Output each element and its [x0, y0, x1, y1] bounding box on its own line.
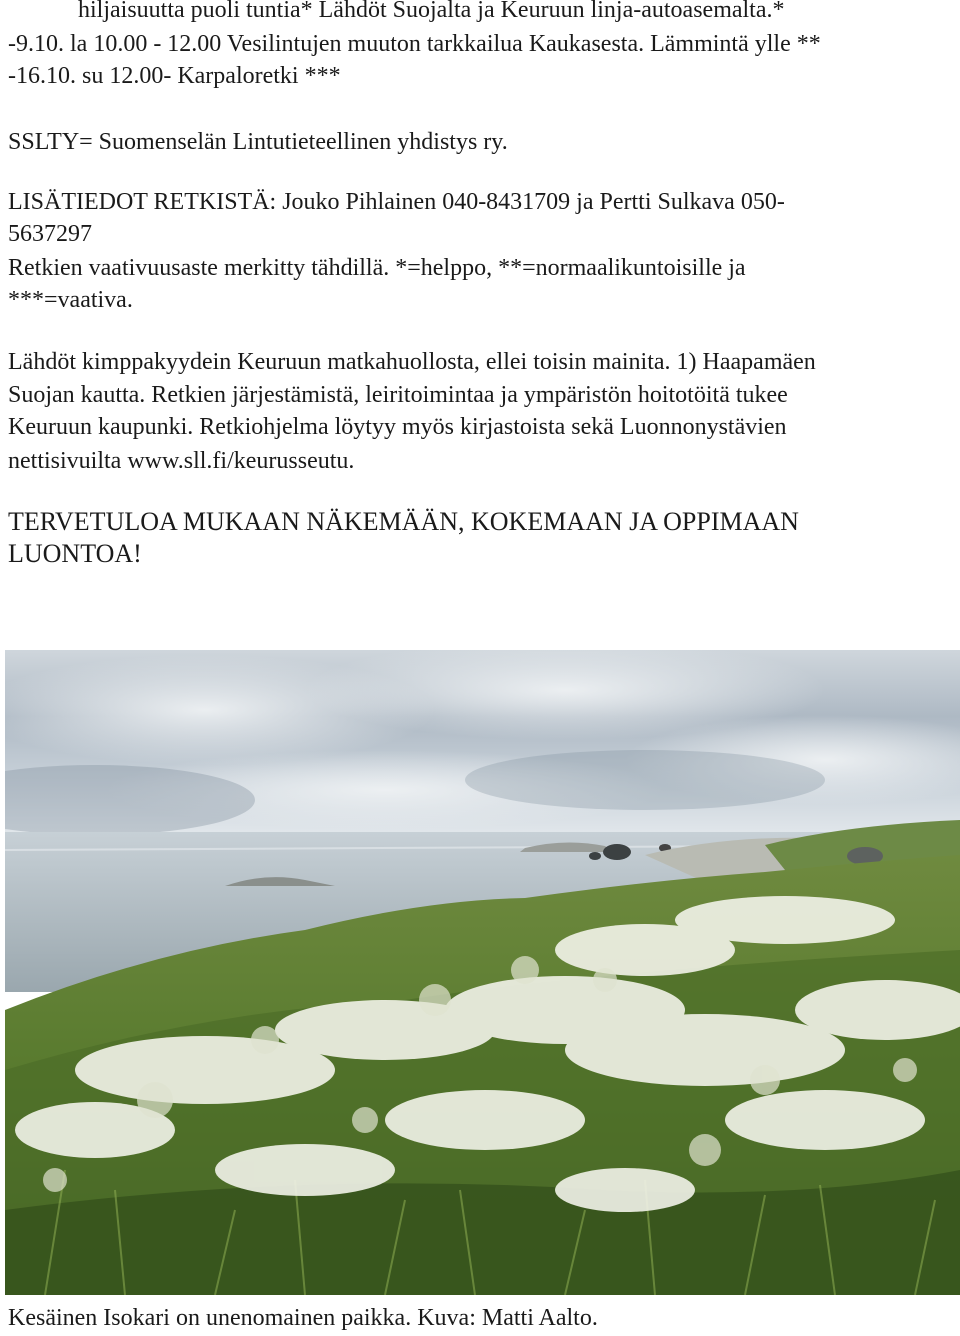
- landscape-photo: [5, 650, 960, 1295]
- photo-caption: Kesäinen Isokari on unenomainen paikka. Kuva: Matti Aalto.: [8, 1305, 598, 1331]
- text-line-5: LISÄTIEDOT RETKISTÄ: Jouko Pihlainen 040-8431709 ja Pertti Sulkava 050-: [8, 189, 785, 215]
- text-line-4: SSLTY= Suomenselän Lintutieteellinen yhdistys ry.: [8, 129, 508, 155]
- text-line-10: Suojan kautta. Retkien järjestämistä, leiritoimintaa ja ympäristön hoitotöitä tukee: [8, 382, 788, 408]
- text-line-8: ***=vaativa.: [8, 287, 133, 313]
- text-line-3: -16.10. su 12.00- Karpaloretki ***: [8, 63, 341, 89]
- text-line-7: Retkien vaativuusaste merkitty tähdillä. *=helppo, **=normaalikuntoisille ja: [8, 255, 746, 281]
- text-line-2: -9.10. la 10.00 - 12.00 Vesilintujen muuton tarkkailua Kaukasesta. Lämmintä ylle **: [8, 31, 821, 57]
- text-line-6: 5637297: [8, 221, 92, 247]
- text-line-9: Lähdöt kimppakyydein Keuruun matkahuollosta, ellei toisin mainita. 1) Haapamäen: [8, 349, 816, 375]
- heading-welcome-line-1: TERVETULOA MUKAAN NÄKEMÄÄN, KOKEMAAN JA OPPIMAAN: [8, 507, 799, 536]
- text-line-12: nettisivuilta www.sll.fi/keurusseutu.: [8, 448, 355, 474]
- heading-welcome-line-2: LUONTOA!: [8, 539, 142, 568]
- text-line-1: hiljaisuutta puoli tuntia* Lähdöt Suojalta ja Keuruun linja-autoasemalta.*: [78, 0, 785, 23]
- text-line-11: Keuruun kaupunki. Retkiohjelma löytyy myös kirjastoista sekä Luonnonystävien: [8, 414, 787, 440]
